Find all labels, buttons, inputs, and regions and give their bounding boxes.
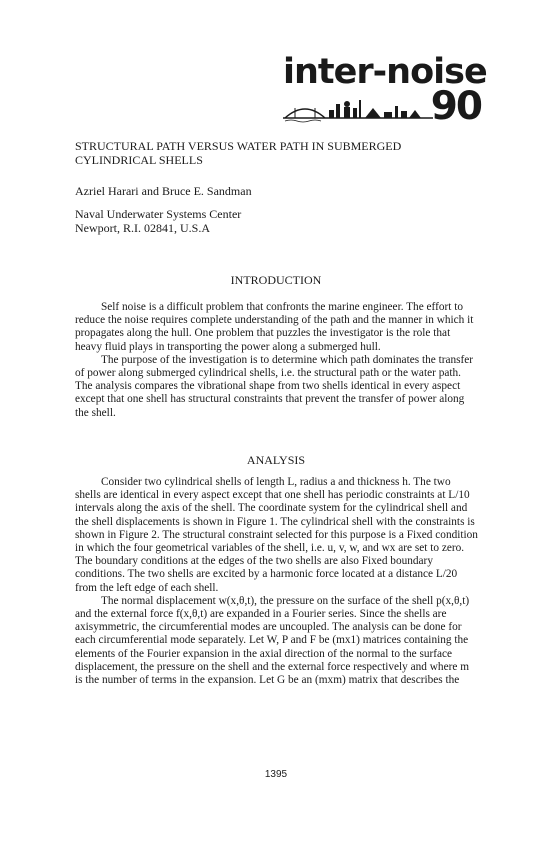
logo-wordmark: inter-noise [283, 52, 487, 92]
title-line: CYLINDRICAL SHELLS [75, 153, 203, 167]
paper-affiliation [75, 207, 241, 235]
title-line: STRUCTURAL PATH VERSUS WATER PATH IN SUBMERGED [75, 139, 402, 153]
paper-title [75, 139, 475, 167]
logo-city-skyline-icon [283, 94, 433, 124]
logo-year: 90 [430, 84, 481, 129]
paragraph: Consider two cylindrical shells of length L, radius a and thickness h. The two shells are identical in every aspect except that one shell has periodic constraints at L/10 intervals along the axis of the shell. The coordinate system for the cylindrical shell and the shell displacements is shown in Figure 1. The cylindrical shell with the constraints is shown in Figure 2. The structural constraint selected for this purpose is a Fixed condition in which the four geometrical variables of the shell, i.e. u, v, w, and wx are set to zero. The boundary conditions at the edges of the two shells are also Fixed boundary conditions. The two shells are excited by a harmonic force located at a distance L/20 from the left edge of each shell. [75, 476, 478, 594]
paragraph: The normal displacement w(x,θ,t), the pressure on the surface of the shell p(x,θ,t) and the external force f(x,θ,t) are expanded in a Fourier series. Since the shells are axisymmetric, the circumferential modes are uncoupled. The analysis can be done for each circumferential mode separately. Let W, P and F be (mx1) matrices containing the elements of the Fourier expansion in the axial direction of the normal to the surface displacement, the pressure on the shell and the external force respectively and where m is the number of terms in the expansion. Let G be an (mxm) matrix that describes the [75, 594, 470, 687]
affiliation-line: Naval Underwater Systems Center [75, 207, 242, 221]
paragraph: The purpose of the investigation is to determine which path dominates the transfer of power along submerged cylindrical shells, i.e. the structural path or the water path. The analysis compares the vibrational shape from two shells identical in every aspect except that one shell has structural constraints that prevent the transfer of power along the shell. [75, 353, 474, 419]
paper-authors: Azriel Harari and Bruce E. Sandman [75, 184, 252, 198]
introduction-body [75, 301, 479, 420]
section-heading-analysis: ANALYSIS [246, 453, 306, 467]
analysis-body [75, 476, 479, 687]
affiliation-line: Newport, R.I. 02841, U.S.A [75, 221, 210, 235]
section-heading-introduction: INTRODUCTION [230, 273, 322, 287]
conference-logo [283, 52, 487, 129]
paragraph: Self noise is a difficult problem that confronts the marine engineer. The effort to reduce the noise requires complete understanding of the path and the manner in which it propagates along the hull. One problem that puzzles the investigator is the role that heavy fluid plays in transporting the power along a submerged hull. [75, 301, 474, 353]
page-number: 1395 [264, 769, 288, 780]
